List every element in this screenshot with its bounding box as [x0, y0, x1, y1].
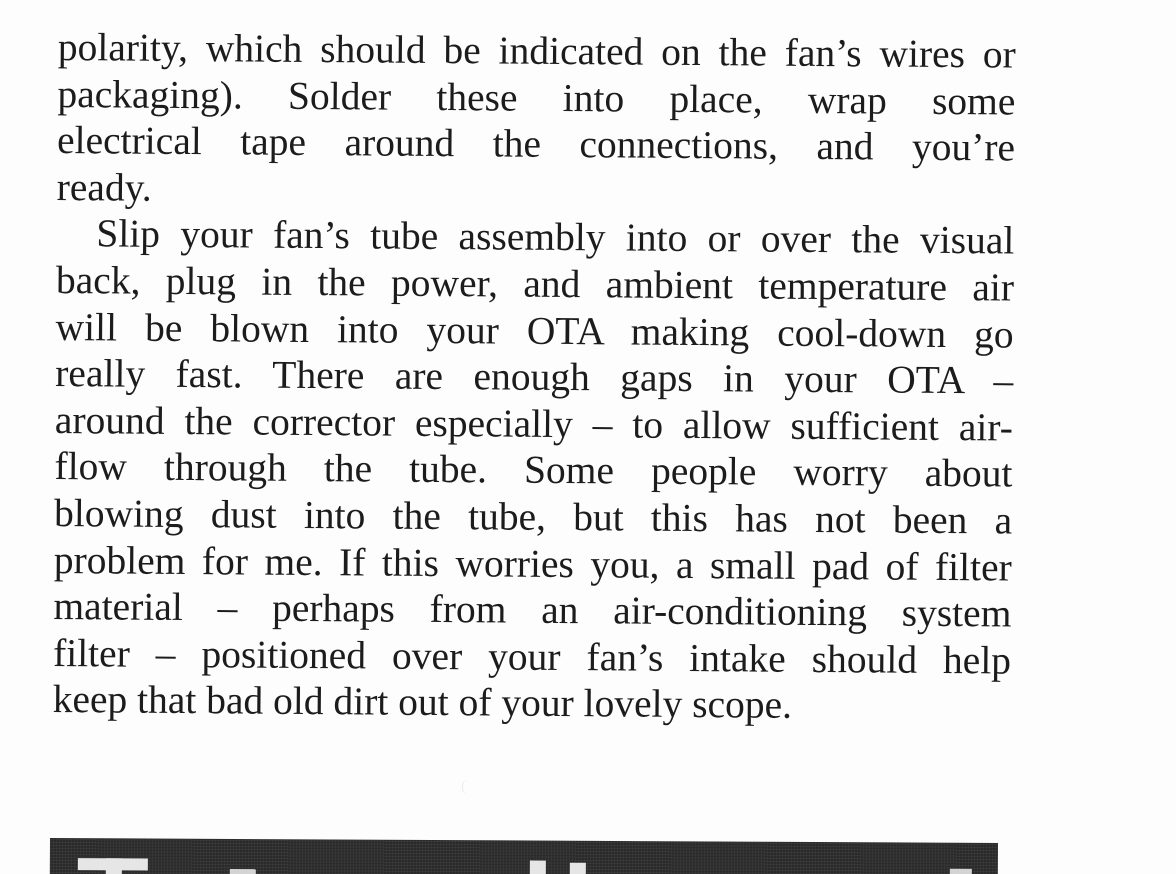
- section-heading-bar: [50, 838, 998, 874]
- text-line: will be blown into your OTA making cool-down go: [55, 304, 1014, 357]
- paragraph-2: [53, 210, 1015, 730]
- text-line: filter – positioned over your fan’s intake should help: [52, 630, 1012, 683]
- text-line: back, plug in the power, and ambient temperature air: [55, 257, 1015, 310]
- text-line: polarity, which should be indicated on the fan’s wires or: [57, 24, 1016, 77]
- body-text: [53, 24, 1016, 730]
- text-line: problem for me. If this worries you, a small pad of filter: [53, 537, 1012, 590]
- text-line: keep that bad old dirt out of your lovely scope.: [52, 677, 793, 728]
- text-line: packaging). Solder these into place, wrap some: [57, 71, 1016, 124]
- heading-glyph-fragment: [530, 861, 546, 874]
- heading-glyph-fragment: [230, 869, 256, 874]
- text-line: ready.: [56, 164, 152, 210]
- text-line: Slip your fan’s tube assembly into or over the visual: [96, 211, 1015, 263]
- text-line: flow through the tube. Some people worry about: [54, 444, 1013, 496]
- paragraph-1: [57, 24, 1016, 218]
- heading-glyph-fragment: [106, 858, 122, 874]
- heading-glyph-fragment: [570, 863, 586, 874]
- scan-artifact: [462, 780, 473, 794]
- text-line: material – perhaps from an air-conditioning system: [53, 584, 1012, 636]
- text-line: around the corrector especially – to allow sufficient air-: [54, 397, 1014, 450]
- text-line: blowing dust into the tube, but this has not been a: [53, 490, 1013, 543]
- heading-glyph-fragment: [950, 869, 972, 874]
- text-line: really fast. There are enough gaps in your OTA –: [55, 351, 1014, 403]
- text-line: electrical tape around the connections, and you’re: [56, 118, 1016, 170]
